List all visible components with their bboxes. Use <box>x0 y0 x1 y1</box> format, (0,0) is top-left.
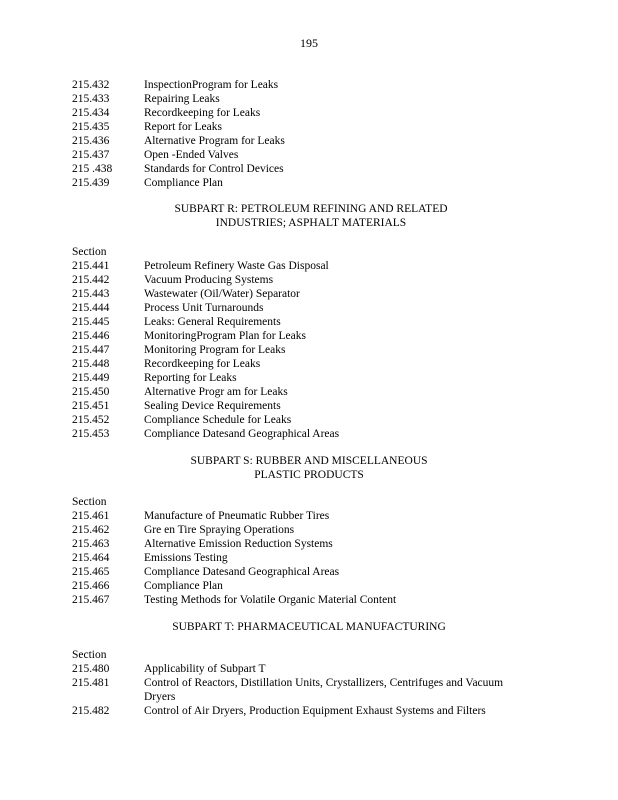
section-number: 215.463 <box>72 538 110 550</box>
section-number: 215.447 <box>72 344 110 356</box>
section-title: Gre en Tire Spraying Operations <box>144 524 295 536</box>
section-number: 215.441 <box>72 260 110 272</box>
section-number: 215.433 <box>72 93 110 105</box>
section-title: Emissions Testing <box>144 552 228 564</box>
section-title: Recordkeeping for Leaks <box>144 358 261 370</box>
subpart-heading: SUBPART R: PETROLEUM REFINING AND RELATED <box>174 203 448 215</box>
section-number: 215.450 <box>72 386 110 398</box>
section-number: 215.453 <box>72 428 110 440</box>
section-number: 215.443 <box>72 288 110 300</box>
section-title: Petroleum Refinery Waste Gas Disposal <box>144 260 329 272</box>
section-number: 215.467 <box>72 594 110 606</box>
section-title: Recordkeeping for Leaks <box>144 107 261 119</box>
section-title: Control of Reactors, Distillation Units, Crystallizers, Centrifuges and Vacuum Dryers <box>144 677 504 703</box>
section-title: Alternative Emission Reduction Systems <box>144 538 333 550</box>
section-number: 215.442 <box>72 274 110 286</box>
section-title: Compliance Datesand Geographical Areas <box>144 428 340 440</box>
section-number: 215.435 <box>72 121 110 133</box>
section-number: 215.437 <box>72 149 110 161</box>
section-title: Compliance Schedule for Leaks <box>144 414 292 426</box>
section-title: Control of Air Dryers, Production Equipment Exhaust Systems and Filters <box>144 705 486 717</box>
section-number: 215.462 <box>72 524 110 536</box>
section-number: 215.482 <box>72 705 110 717</box>
section-number: 215.444 <box>72 302 110 314</box>
section-number: 215.448 <box>72 358 110 370</box>
section-title: Sealing Device Requirements <box>144 400 281 412</box>
section-number: 215.434 <box>72 107 110 119</box>
section-number: 215.449 <box>72 372 110 384</box>
section-title: Repairing Leaks <box>144 93 220 105</box>
section-title: InspectionProgram for Leaks <box>144 79 279 91</box>
section-title: Applicability of Subpart T <box>144 663 266 675</box>
section-title: Leaks: General Requirements <box>144 316 281 328</box>
section-number: 215.446 <box>72 330 110 342</box>
section-title: Testing Methods for Volatile Organic Material Content <box>144 594 397 606</box>
section-number: 215.436 <box>72 135 110 147</box>
section-title: Manufacture of Pneumatic Rubber Tires <box>144 510 330 522</box>
section-title: Compliance Plan <box>144 177 223 189</box>
section-title: Standards for Control Devices <box>144 163 284 175</box>
section-number: 215.452 <box>72 414 110 426</box>
section-number: 215.445 <box>72 316 110 328</box>
subpart-heading: SUBPART S: RUBBER AND MISCELLANEOUS <box>190 455 428 467</box>
section-title: Compliance Datesand Geographical Areas <box>144 566 340 578</box>
section-title: Report for Leaks <box>144 121 222 133</box>
section-number: 215.432 <box>72 79 110 91</box>
section-title: Process Unit Turnarounds <box>144 302 264 314</box>
section-title: Alternative Program for Leaks <box>144 135 285 147</box>
section-title: Open -Ended Valves <box>144 149 239 161</box>
section-label: Section <box>72 246 107 258</box>
section-number: 215.439 <box>72 177 110 189</box>
section-title: Reporting for Leaks <box>144 372 237 384</box>
section-title: MonitoringProgram Plan for Leaks <box>144 330 306 342</box>
section-title: Alternative Progr am for Leaks <box>144 386 288 398</box>
section-number: 215 .438 <box>72 163 113 175</box>
subpart-heading: SUBPART T: PHARMACEUTICAL MANUFACTURING <box>172 621 446 633</box>
section-label: Section <box>72 496 107 508</box>
section-number: 215.461 <box>72 510 110 522</box>
section-number: 215.464 <box>72 552 110 564</box>
section-number: 215.481 <box>72 677 110 689</box>
section-number: 215.465 <box>72 566 110 578</box>
page-number: 195 <box>300 36 318 50</box>
subpart-heading: PLASTIC PRODUCTS <box>254 469 364 481</box>
section-number: 215.451 <box>72 400 110 412</box>
section-number: 215.466 <box>72 580 110 592</box>
section-title: Monitoring Program for Leaks <box>144 344 286 356</box>
section-label: Section <box>72 649 107 661</box>
section-title: Vacuum Producing Systems <box>144 274 274 286</box>
section-number: 215.480 <box>72 663 110 675</box>
subpart-heading: INDUSTRIES; ASPHALT MATERIALS <box>215 217 407 229</box>
section-title: Wastewater (Oil/Water) Separator <box>144 288 300 300</box>
section-title: Compliance Plan <box>144 580 223 592</box>
